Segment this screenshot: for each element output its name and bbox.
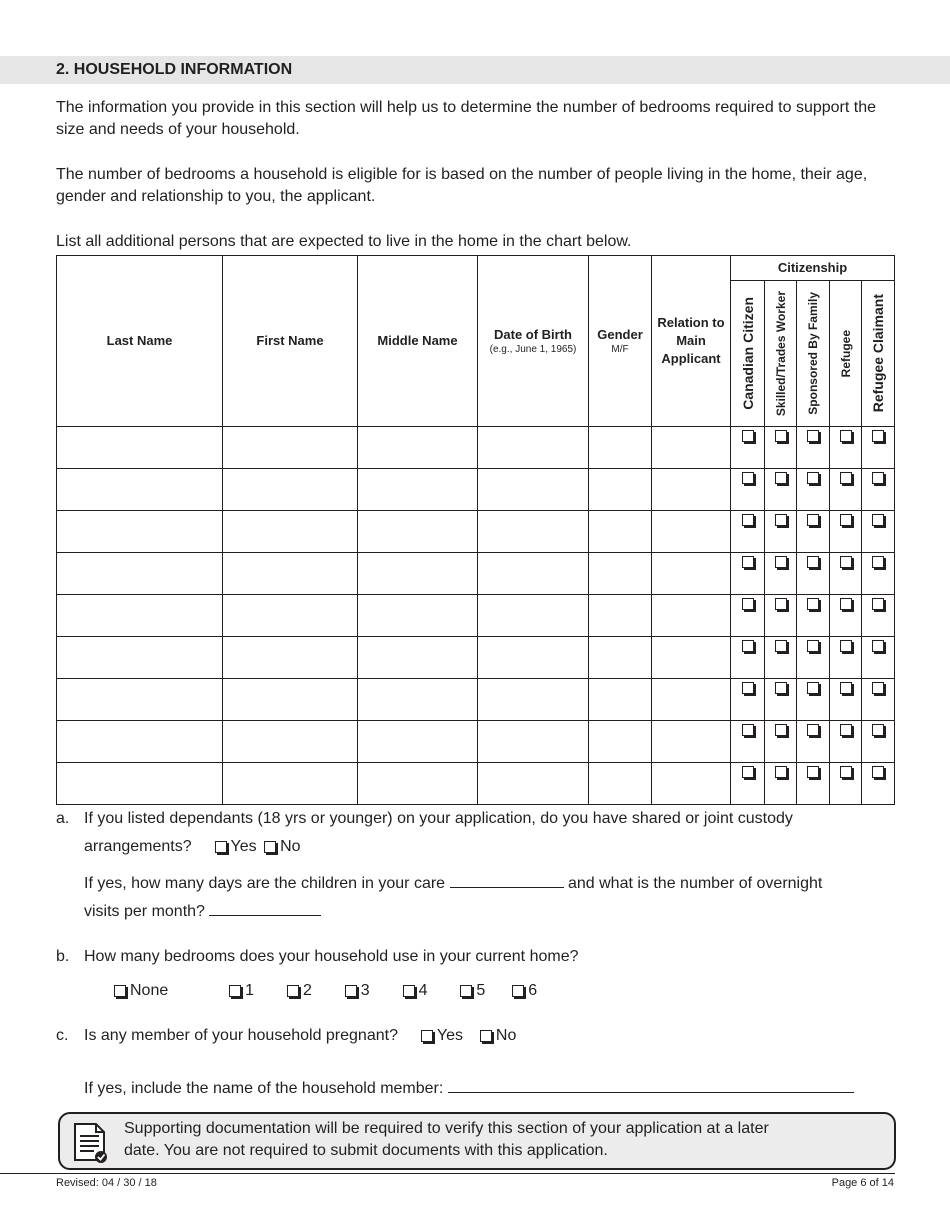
custody-yes-checkbox[interactable] [215, 841, 227, 853]
canadian-citizen-checkbox[interactable] [742, 766, 754, 778]
header-skilled-trades-worker [765, 281, 797, 427]
sponsored-by-family-checkbox[interactable] [807, 682, 819, 694]
overnight-label: and what is the number of overnight [567, 875, 823, 892]
question-a-label: a. [56, 810, 70, 827]
header-last-name: Last Name [57, 256, 223, 427]
first-name-cell[interactable] [223, 469, 358, 511]
table-row [57, 511, 895, 553]
sponsored-by-family-cell [797, 763, 830, 805]
refugee-cell [830, 427, 862, 469]
question-a-text: If you listed dependants (18 yrs or younger) on your application, do you have shared or joint custody [84, 810, 793, 827]
canadian-citizen-cell [731, 511, 765, 553]
bedrooms-1-label: 1 [245, 982, 255, 999]
refugee-claimant-checkbox[interactable] [872, 514, 884, 526]
page-number: Page 6 of 14 [831, 1177, 894, 1189]
sponsored-by-family-checkbox[interactable] [807, 556, 819, 568]
skilled-trades-worker-cell [765, 427, 797, 469]
middle-name-cell[interactable] [358, 427, 478, 469]
skilled-trades-worker-checkbox[interactable] [775, 640, 787, 652]
middle-name-cell[interactable] [358, 763, 478, 805]
member-name-field[interactable] [448, 1078, 854, 1093]
skilled-trades-worker-cell [765, 595, 797, 637]
refugee-label: Refugee [838, 329, 853, 378]
bedrooms-5-label: 5 [476, 982, 486, 999]
relation-cell[interactable] [652, 427, 731, 469]
middle-name-cell[interactable] [358, 679, 478, 721]
first-name-cell[interactable] [223, 427, 358, 469]
bedroom-options [114, 980, 537, 1002]
question-a-line2 [84, 836, 904, 858]
refugee-claimant-checkbox[interactable] [872, 472, 884, 484]
refugee-claimant-cell [862, 511, 895, 553]
date-of-birth-cell[interactable] [478, 637, 589, 679]
canadian-citizen-cell [731, 427, 765, 469]
relation-cell[interactable] [652, 637, 731, 679]
refugee-claimant-checkbox[interactable] [872, 766, 884, 778]
refugee-claimant-checkbox[interactable] [872, 724, 884, 736]
table-row [57, 637, 895, 679]
canadian-citizen-checkbox[interactable] [742, 514, 754, 526]
middle-name-cell[interactable] [358, 637, 478, 679]
sponsored-by-family-checkbox[interactable] [807, 724, 819, 736]
question-b-label: b. [56, 948, 70, 965]
date-of-birth-cell[interactable] [478, 721, 589, 763]
gender-cell[interactable] [589, 427, 652, 469]
sponsored-by-family-cell [797, 595, 830, 637]
header-gender [589, 256, 652, 427]
refugee-claimant-cell [862, 637, 895, 679]
pregnant-no-checkbox[interactable] [480, 1030, 492, 1042]
date-of-birth-cell[interactable] [478, 511, 589, 553]
header-relation: Relation to Main Applicant [652, 256, 731, 427]
sponsored-by-family-checkbox[interactable] [807, 472, 819, 484]
bedrooms-6-checkbox[interactable] [512, 985, 524, 997]
gender-label: Gender [597, 327, 643, 342]
household-table-body [57, 427, 895, 805]
refugee-cell [830, 721, 862, 763]
relation-cell[interactable] [652, 679, 731, 721]
refugee-checkbox[interactable] [840, 640, 852, 652]
visits-per-month-label: visits per month? [84, 903, 205, 920]
question-a-followup [84, 873, 904, 895]
sponsored-by-family-cell [797, 637, 830, 679]
household-table [56, 255, 895, 805]
refugee-claimant-cell [862, 553, 895, 595]
refugee-cell [830, 595, 862, 637]
skilled-trades-worker-cell [765, 637, 797, 679]
skilled-trades-worker-cell [765, 763, 797, 805]
header-canadian-citizen [731, 281, 765, 427]
gender-cell[interactable] [589, 721, 652, 763]
revised-date: Revised: 04 / 30 / 18 [56, 1177, 157, 1189]
refugee-checkbox[interactable] [840, 682, 852, 694]
gender-cell[interactable] [589, 637, 652, 679]
refugee-checkbox[interactable] [840, 556, 852, 568]
refugee-cell [830, 511, 862, 553]
canadian-citizen-checkbox[interactable] [742, 556, 754, 568]
first-name-cell[interactable] [223, 553, 358, 595]
pregnant-yes-label: Yes [436, 1027, 463, 1044]
first-name-cell[interactable] [223, 595, 358, 637]
canadian-citizen-checkbox[interactable] [742, 682, 754, 694]
question-a-text2: arrangements? [84, 838, 192, 855]
refugee-claimant-cell [862, 427, 895, 469]
relation-cell[interactable] [652, 511, 731, 553]
last-name-cell[interactable] [57, 427, 223, 469]
canadian-citizen-cell [731, 553, 765, 595]
table-row [57, 427, 895, 469]
refugee-claimant-checkbox[interactable] [872, 598, 884, 610]
gender-cell[interactable] [589, 553, 652, 595]
bedrooms-6-label: 6 [528, 982, 538, 999]
question-c-followup [84, 1078, 904, 1100]
notice-line-2: date. You are not required to submit documents with this application. [124, 1142, 608, 1159]
visits-per-month-field[interactable] [209, 901, 321, 916]
refugee-checkbox[interactable] [840, 472, 852, 484]
refugee-cell [830, 553, 862, 595]
last-name-cell[interactable] [57, 763, 223, 805]
canadian-citizen-checkbox[interactable] [742, 724, 754, 736]
skilled-trades-worker-checkbox[interactable] [775, 472, 787, 484]
gender-cell[interactable] [589, 469, 652, 511]
skilled-trades-worker-cell [765, 469, 797, 511]
table-row [57, 721, 895, 763]
skilled-trades-worker-checkbox[interactable] [775, 682, 787, 694]
header-refugee [830, 281, 862, 427]
skilled-trades-worker-checkbox[interactable] [775, 430, 787, 442]
refugee-claimant-cell [862, 679, 895, 721]
refugee-checkbox[interactable] [840, 514, 852, 526]
refugee-checkbox[interactable] [840, 430, 852, 442]
sponsored-by-family-cell [797, 721, 830, 763]
bedrooms-3-label: 3 [360, 982, 370, 999]
refugee-claimant-label: Refugee Claimant [870, 294, 887, 413]
days-in-care-label: If yes, how many days are the children in your care [84, 875, 446, 892]
refugee-checkbox[interactable] [840, 766, 852, 778]
skilled-trades-worker-checkbox[interactable] [775, 766, 787, 778]
sponsored-by-family-cell [797, 427, 830, 469]
days-in-care-field[interactable] [450, 873, 564, 888]
skilled-trades-worker-checkbox[interactable] [775, 514, 787, 526]
table-row [57, 763, 895, 805]
canadian-citizen-cell [731, 469, 765, 511]
custody-no-label: No [280, 838, 301, 855]
question-c-line [84, 1025, 904, 1047]
refugee-claimant-cell [862, 595, 895, 637]
member-name-label: If yes, include the name of the household member: [84, 1080, 444, 1097]
relation-cell[interactable] [652, 763, 731, 805]
date-of-birth-cell[interactable] [478, 427, 589, 469]
canadian-citizen-checkbox[interactable] [742, 472, 754, 484]
skilled-trades-worker-label: Skilled/Trades Worker [773, 290, 788, 417]
notice-text [124, 1118, 884, 1162]
refugee-cell [830, 679, 862, 721]
last-name-cell[interactable] [57, 679, 223, 721]
sponsored-by-family-cell [797, 511, 830, 553]
bedrooms-4-checkbox[interactable] [403, 985, 415, 997]
bedrooms-1-checkbox[interactable] [229, 985, 241, 997]
custody-no-checkbox[interactable] [264, 841, 276, 853]
first-name-cell[interactable] [223, 637, 358, 679]
first-name-cell[interactable] [223, 511, 358, 553]
middle-name-cell[interactable] [358, 511, 478, 553]
skilled-trades-worker-cell [765, 721, 797, 763]
middle-name-cell[interactable] [358, 721, 478, 763]
header-citizenship: Citizenship [731, 256, 895, 281]
refugee-claimant-cell [862, 763, 895, 805]
sponsored-by-family-checkbox[interactable] [807, 766, 819, 778]
first-name-cell[interactable] [223, 721, 358, 763]
pregnant-yes-checkbox[interactable] [421, 1030, 433, 1042]
gender-hint: M/F [611, 344, 629, 355]
document-icon [72, 1122, 110, 1169]
bedrooms-2-checkbox[interactable] [287, 985, 299, 997]
canadian-citizen-checkbox[interactable] [742, 430, 754, 442]
relation-cell[interactable] [652, 553, 731, 595]
notice-line-1: Supporting documentation will be required to verify this section of your application at a later [124, 1120, 769, 1137]
canadian-citizen-cell [731, 763, 765, 805]
custody-yes-label: Yes [230, 838, 257, 855]
date-of-birth-cell[interactable] [478, 679, 589, 721]
refugee-checkbox[interactable] [840, 724, 852, 736]
bedrooms-2-label: 2 [302, 982, 312, 999]
refugee-claimant-checkbox[interactable] [872, 430, 884, 442]
footer-divider [0, 1173, 895, 1174]
dob-hint: (e.g., June 1, 1965) [489, 344, 577, 355]
refugee-cell [830, 763, 862, 805]
question-c-label: c. [56, 1027, 69, 1044]
gender-cell[interactable] [589, 595, 652, 637]
middle-name-cell[interactable] [358, 469, 478, 511]
last-name-cell[interactable] [57, 595, 223, 637]
skilled-trades-worker-cell [765, 679, 797, 721]
header-date-of-birth [478, 256, 589, 427]
table-row [57, 595, 895, 637]
sponsored-by-family-checkbox[interactable] [807, 430, 819, 442]
table-row [57, 553, 895, 595]
header-sponsored-by-family [797, 281, 830, 427]
question-c-text: Is any member of your household pregnant? [84, 1027, 398, 1044]
last-name-cell[interactable] [57, 469, 223, 511]
refugee-claimant-cell [862, 469, 895, 511]
relation-cell[interactable] [652, 595, 731, 637]
date-of-birth-cell[interactable] [478, 763, 589, 805]
gender-cell[interactable] [589, 679, 652, 721]
canadian-citizen-checkbox[interactable] [742, 640, 754, 652]
header-refugee-claimant [862, 281, 895, 427]
bedrooms-4-label: 4 [418, 982, 428, 999]
sponsored-by-family-label: Sponsored By Family [806, 292, 820, 415]
bedrooms-none-label: None [130, 982, 169, 999]
table-row [57, 679, 895, 721]
pregnant-no-label: No [495, 1027, 517, 1044]
skilled-trades-worker-cell [765, 553, 797, 595]
table-row [57, 469, 895, 511]
middle-name-cell[interactable] [358, 553, 478, 595]
intro-paragraph-2: The number of bedrooms a household is eligible for is based on the number of people living in the home, their age, gender and relationship to you, the applicant. [56, 166, 868, 205]
refugee-cell [830, 469, 862, 511]
gender-cell[interactable] [589, 511, 652, 553]
canadian-citizen-checkbox[interactable] [742, 598, 754, 610]
relation-cell[interactable] [652, 721, 731, 763]
last-name-cell[interactable] [57, 721, 223, 763]
canadian-citizen-cell [731, 721, 765, 763]
dob-label: Date of Birth [494, 327, 572, 342]
intro-paragraph-1: The information you provide in this section will help us to determine the number of bedrooms required to support the size and needs of your household. [56, 99, 876, 138]
bedrooms-none-checkbox[interactable] [114, 985, 126, 997]
bedrooms-5-checkbox[interactable] [460, 985, 472, 997]
sponsored-by-family-checkbox[interactable] [807, 640, 819, 652]
last-name-cell[interactable] [57, 511, 223, 553]
refugee-claimant-checkbox[interactable] [872, 682, 884, 694]
refugee-claimant-checkbox[interactable] [872, 556, 884, 568]
skilled-trades-worker-checkbox[interactable] [775, 724, 787, 736]
canadian-citizen-cell [731, 679, 765, 721]
refugee-cell [830, 637, 862, 679]
sponsored-by-family-cell [797, 679, 830, 721]
header-middle-name: Middle Name [358, 256, 478, 427]
date-of-birth-cell[interactable] [478, 553, 589, 595]
refugee-claimant-checkbox[interactable] [872, 640, 884, 652]
skilled-trades-worker-checkbox[interactable] [775, 556, 787, 568]
section-title: 2. HOUSEHOLD INFORMATION [56, 61, 293, 78]
refugee-claimant-cell [862, 721, 895, 763]
sponsored-by-family-checkbox[interactable] [807, 514, 819, 526]
sponsored-by-family-cell [797, 469, 830, 511]
skilled-trades-worker-cell [765, 511, 797, 553]
sponsored-by-family-checkbox[interactable] [807, 598, 819, 610]
canadian-citizen-cell [731, 637, 765, 679]
question-b-text: How many bedrooms does your household use in your current home? [84, 948, 579, 965]
gender-cell[interactable] [589, 763, 652, 805]
date-of-birth-cell[interactable] [478, 469, 589, 511]
middle-name-cell[interactable] [358, 595, 478, 637]
sponsored-by-family-cell [797, 553, 830, 595]
bedrooms-3-checkbox[interactable] [345, 985, 357, 997]
intro-paragraph-3: List all additional persons that are expected to live in the home in the chart below. [56, 233, 632, 250]
date-of-birth-cell[interactable] [478, 595, 589, 637]
relation-cell[interactable] [652, 469, 731, 511]
header-first-name: First Name [223, 256, 358, 427]
first-name-cell[interactable] [223, 763, 358, 805]
skilled-trades-worker-checkbox[interactable] [775, 598, 787, 610]
question-a-followup-2 [84, 901, 904, 923]
canadian-citizen-cell [731, 595, 765, 637]
last-name-cell[interactable] [57, 553, 223, 595]
refugee-checkbox[interactable] [840, 598, 852, 610]
canadian-citizen-label: Canadian Citizen [739, 297, 756, 410]
first-name-cell[interactable] [223, 679, 358, 721]
last-name-cell[interactable] [57, 637, 223, 679]
